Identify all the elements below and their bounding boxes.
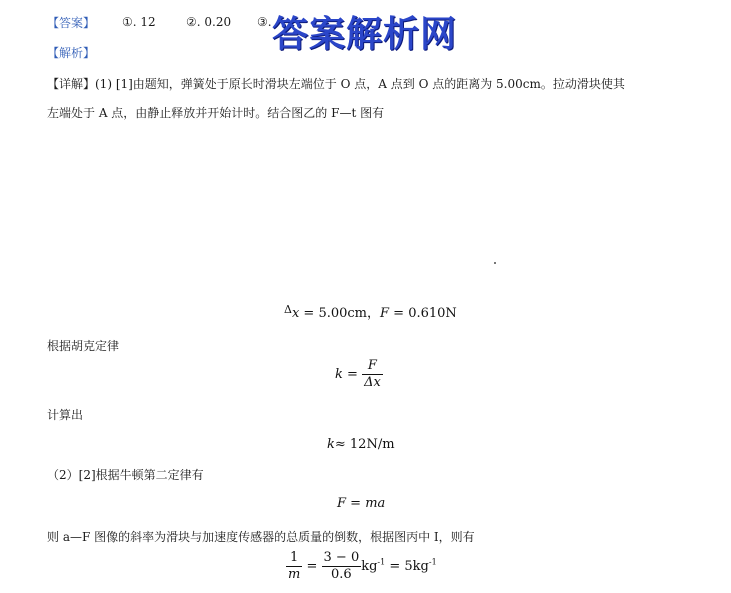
mass-equation	[286, 550, 437, 583]
delta-x-value: = 5.00cm，	[299, 306, 381, 321]
calc-result	[327, 437, 395, 452]
mass-equals-1: =	[306, 559, 318, 574]
inverse-mass-numerator: 1	[286, 550, 302, 567]
newton-F: F	[337, 496, 347, 511]
newton-ma: ma	[365, 496, 386, 511]
unit-kg-1: kg	[361, 559, 378, 574]
image-placeholder-dot	[494, 262, 496, 264]
hooke-fraction	[362, 358, 383, 391]
slope-text: 则 a—F 图像的斜率为滑块与加速度传感器的总质量的倒数，根据图丙中 I，则有	[47, 530, 475, 544]
slope-denominator: 0.6	[331, 567, 352, 582]
inverse-mass-fraction	[286, 550, 302, 583]
delta-x-var: x	[291, 306, 300, 321]
force-var: F	[380, 306, 390, 321]
slope-fraction	[322, 550, 362, 583]
inverse-mass-denominator: m	[288, 567, 301, 582]
hooke-law-text: 根据胡克定律	[47, 339, 120, 353]
unit-exp-1: -1	[377, 557, 386, 567]
answer-item-2: ②. 0.20	[186, 15, 232, 29]
detail-line-2: 左端处于 A 点，由静止释放并开始计时。结合图乙的 F—t 图有	[47, 106, 385, 120]
mass-result: = 5kg	[385, 559, 429, 574]
newton-equation	[337, 496, 385, 511]
analysis-tag: 【解析】	[47, 46, 96, 60]
calc-k: k	[327, 437, 335, 452]
calc-value: ≈ 12N/m	[334, 437, 395, 452]
force-value: = 0.610N	[389, 306, 457, 321]
calc-text: 计算出	[47, 408, 84, 422]
answer-tag: 【答案】	[47, 16, 96, 30]
hooke-k: k	[335, 367, 343, 382]
hooke-equals: =	[347, 367, 358, 382]
newton-law-text: （2）[2]根据牛顿第二定律有	[47, 468, 204, 482]
site-watermark: 答案解析网	[272, 14, 458, 55]
detail-line-1: 【详解】(1) [1]由题知，弹簧处于原长时滑块左端位于 O 点，A 点到 O 点的距离为 5.00cm。拉动滑块使其	[47, 77, 625, 91]
hooke-denominator: Δx	[364, 375, 381, 390]
hooke-numerator: F	[362, 358, 383, 375]
answer-item-3-prefix: ③.	[257, 15, 272, 29]
delta-x-equation	[284, 302, 457, 321]
answer-item-1: ①. 12	[122, 15, 156, 29]
newton-equals: =	[346, 496, 366, 511]
hooke-equation	[335, 358, 383, 391]
slope-numerator: 3 − 0	[323, 550, 360, 565]
unit-exp-2: -1	[428, 557, 437, 567]
delta-symbol: Δ	[284, 303, 292, 316]
